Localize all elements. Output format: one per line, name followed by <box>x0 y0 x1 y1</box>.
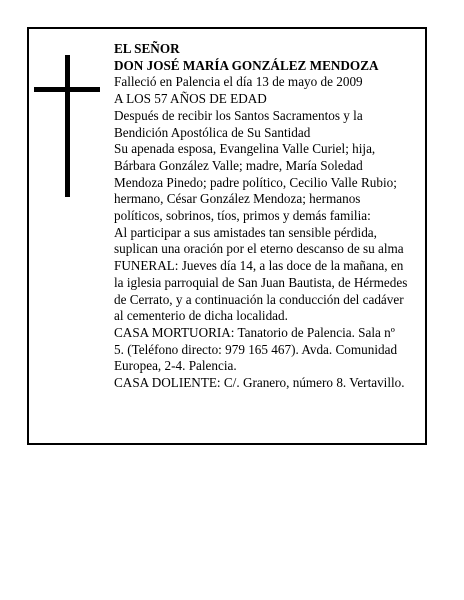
family-line: hermano, César González Mendoza; hermanos <box>114 191 361 207</box>
blessing-line: Bendición Apostólica de Su Santidad <box>114 124 311 140</box>
mourning-house-line: CASA DOLIENTE: C/. Granero, número 8. Vertavillo. <box>114 375 405 391</box>
mortuary-line: Europea, 2-4. Palencia. <box>114 358 237 374</box>
obituary-text <box>114 41 422 392</box>
mortuary-line: CASA MORTUORIA: Tanatorio de Palencia. Sala nº <box>114 324 395 340</box>
age-line: A LOS 57 AÑOS DE EDAD <box>114 91 267 107</box>
sacraments-line: Después de recibir los Santos Sacramentos y la <box>114 107 363 123</box>
family-line: Bárbara González Valle; madre, María Soledad <box>114 157 363 173</box>
title-line: EL SEÑOR <box>114 41 180 56</box>
funeral-line: al cementerio de dicha localidad. <box>114 308 288 324</box>
cross-horizontal-bar <box>34 87 100 92</box>
death-date-line: Falleció en Palencia el día 13 de mayo de 2009 <box>114 74 363 90</box>
cross-vertical-bar <box>65 55 70 197</box>
family-line: políticos, sobrinos, tíos, primos y demás familia: <box>114 208 371 224</box>
funeral-line: FUNERAL: Jueves día 14, a las doce de la mañana, en <box>114 258 404 274</box>
deceased-name: DON JOSÉ MARÍA GONZÁLEZ MENDOZA <box>114 57 379 73</box>
family-line: Su apenada esposa, Evangelina Valle Curiel; hija, <box>114 141 376 157</box>
funeral-line: la iglesia parroquial de San Juan Bautista, de Hérmedes <box>114 274 408 290</box>
announcement-line: suplican una oración por el eterno descanso de su alma <box>114 241 404 257</box>
funeral-line: de Cerrato, y a continuación la conducción del cadáver <box>114 291 404 307</box>
mortuary-line: 5. (Teléfono directo: 979 165 467). Avda. Comunidad <box>114 341 398 357</box>
announcement-line: Al participar a sus amistades tan sensible pérdida, <box>114 224 377 240</box>
cross-icon <box>34 55 100 197</box>
family-line: Mendoza Pinedo; padre político, Cecilio Valle Rubio; <box>114 174 397 190</box>
